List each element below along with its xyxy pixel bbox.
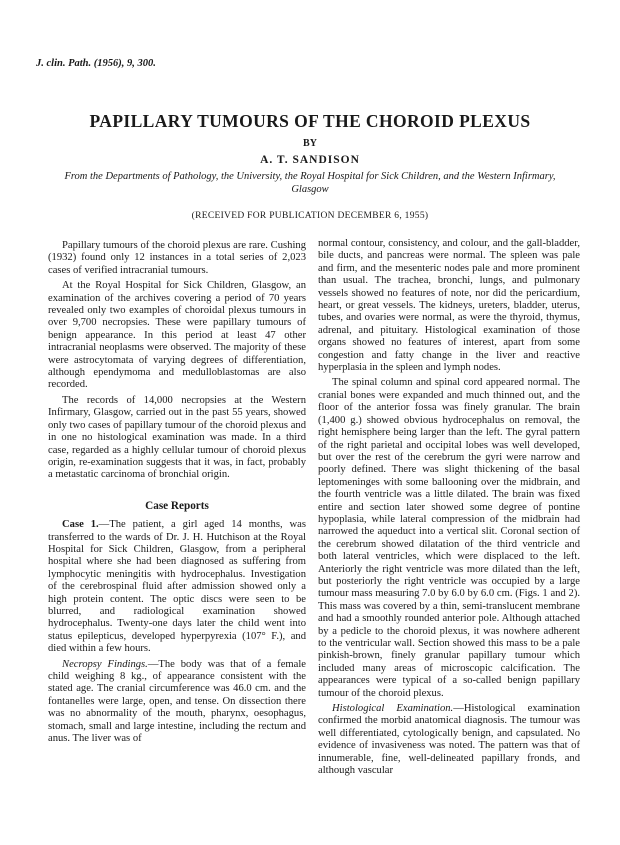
right-column: [318, 238, 580, 780]
necropsy-text: —The body was that of a female child weighing 8 kg., of appearance consistent with the stated age. The cranial circumference was 46.0 cm. and the fontanelles were large, open, and tense. On dissection there was no abnormality of the mouth, pharynx, oesophagus, stomach, small and large intestine, including the rectum and anus. The liver was of: [48, 658, 306, 745]
byline-by: BY: [303, 138, 317, 149]
body-paragraph: The spinal column and spinal cord appeared normal. The cranial bones were expanded and much thinned out, and the floor of the anterior fossa was finely granular. The brain (1,400 g.) showed obvious hydrocephalus on removal, the right hemisphere being larger than the left. The gyral pattern of the right parietal and occipital lobes was well developed, but over the rest of the cerebrum the gyri were narrow and poorly defined. There was slight thickening of the basal leptomeninges with some ballooning over the midbrain, and the fourth ventricle was a little dilated. The brain was fixed entire and section later showed some degree of pontine hypoplasia, while lateral compression of the midbrain had narrowed the aqueduct into a vertical slit. Coronal section of the cerebrum showed dilatation of the third ventricle and both lateral ventricles, which were displaced to the left. Anteriorly the right ventricle was more dilated than the left, but posteriorly the right ventricle was occupied by a large tumour mass measuring 7.0 by 6.0 by 6.0 cm. (Figs. 1 and 2). This mass was covered by a thin, semi-translucent membrane and had a smoothly rounded anterior pole. Although attached by a pedicle to the choroid plexus, it was nowhere adherent to the ventricular wall. Section showed this mass to be a pale pinkish-brown, finely granular papillary tumour which included many areas of microscopic calcification. The appearances were typical of a so-called benign papillary tumour of the choroid plexus.: [318, 377, 580, 699]
necropsy-paragraph: [48, 659, 306, 746]
body-paragraph: At the Royal Hospital for Sick Children, Glasgow, an examination of the archives covering a period of 70 years revealed only two examples of choroidal plexus tumours in over 9,700 necropsies. These were papillary tumours of benign appearance. In this period at least 47 other intracranial neoplasms were observed. The majority of these were astrocytomata of varying degrees of differentiation, although ependymoma and medulloblastomas are also recorded.: [48, 280, 306, 391]
body-paragraph: normal contour, consistency, and colour, and the gall-bladder, bile ducts, and pancreas were normal. The spleen was pale and firm, and the mesenteric nodes pale and more prominent than usual. The trachea, bronchi, lungs, and pulmonary vessels showed no features of note, nor did the pericardium, heart, or great vessels. The kidneys, ureters, bladder, uterus, tubes, and ovaries were normal, as were the thyroid, thymus, adrenal, and pituitary. Histological examination of those organs showed no features of interest, apart from some congestion and fatty change in the liver and reactive hyperplasia in the spleen and lymph nodes.: [318, 238, 580, 374]
histology-label: Histological Examination.: [332, 703, 454, 715]
case-1-paragraph: [48, 519, 306, 655]
body-paragraph: Papillary tumours of the choroid plexus are rare. Cushing (1932) found only 12 instances in a total series of 2,023 cases of verified intracranial tumours.: [48, 240, 306, 276]
necropsy-label: Necropsy Findings.: [62, 658, 148, 670]
body-paragraph: The records of 14,000 necropsies at the Western Infirmary, Glasgow, carried out in the past 55 years, showed only two cases of papillary tumour of the choroid plexus and in one no histological examination was made. In a third case, regarded as a highly cellular tumour of choroid plexus origin, re-examination suggests that it was, in fact, probably a metastatic carcinoma of bronchial origin.: [48, 394, 306, 481]
case-1-label: Case 1.: [62, 519, 99, 531]
author-affiliation: From the Departments of Pathology, the University, the Royal Hospital for Sick Children, and the Western Infirmary, Glasgow: [64, 171, 556, 195]
author-name: A. T. SANDISON: [260, 154, 360, 166]
case-1-text: —The patient, a girl aged 14 months, was transferred to the wards of Dr. J. H. Hutchison at the Royal Hospital for Sick Children, Glasgow, from a peripheral hospital where she had been diagnosed as suffering from lymphocytic meningitis with hydrocephalus. Investigation of the cerebrospinal fluid after admission showed only a high protein content. The optic discs were seen to be blurred, and radiological examination showed hydrocephalus. Twenty-one days later the child went into status epilepticus, developed hyperpyrexia (107° F.), and died within a few hours.: [48, 519, 307, 655]
histology-paragraph: [318, 703, 580, 777]
histology-text: —Histological examination confirmed the morbid anatomical diagnosis. The tumour was well differentiated, cytologically benign, and capsulated. No evidence of invasiveness was noted. The pattern was that of innumerable, fine, well-delineated papillary fronds, and although vascular: [318, 703, 580, 777]
journal-citation: J. clin. Path. (1956), 9, 300.: [36, 58, 156, 69]
left-column: [48, 240, 306, 748]
article-title: PAPILLARY TUMOURS OF THE CHOROID PLEXUS: [89, 111, 531, 131]
received-date: (RECEIVED FOR PUBLICATION DECEMBER 6, 1955): [191, 211, 429, 221]
section-heading: Case Reports: [145, 499, 209, 512]
